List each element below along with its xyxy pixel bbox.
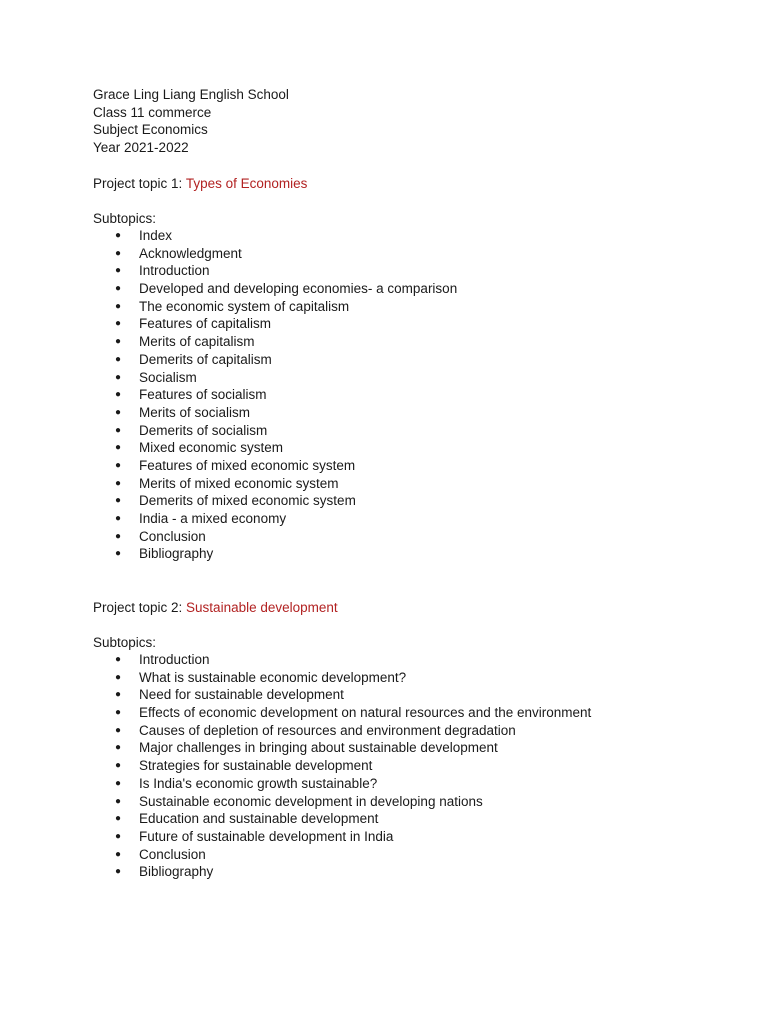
school-name: Grace Ling Liang English School [93,87,289,102]
bullet-icon: ● [115,265,122,277]
list-item-text: Major challenges in bringing about sustainable development [139,740,498,756]
bullet-icon: ● [115,530,122,542]
bullet-icon: ● [115,495,122,507]
bullet-icon: ● [115,742,122,754]
list-item-text: Causes of depletion of resources and environment degradation [139,722,516,738]
list-item-text: The economic system of capitalism [139,298,350,314]
bullet-icon: ● [115,513,122,524]
list-item-text: Features of socialism [139,387,267,403]
bullet-icon: ● [115,848,122,860]
bullet-icon: ● [115,283,122,295]
list-item-text: Bibliography [139,546,214,562]
project-topic-2-heading [93,599,338,617]
bullet-icon: ● [115,760,122,772]
list-item-text: Sustainable economic development in developing nations [139,793,483,809]
list-item-text: Introduction [139,652,210,667]
subject-line: Subject Economics [93,122,208,138]
list-item-text: Features of mixed economic system [139,457,356,473]
bullet-icon: ● [115,406,122,418]
list-item-text: Merits of socialism [139,404,251,420]
list-item-text: Bibliography [139,864,214,880]
list-item-text: Index [139,228,173,243]
list-item-text: Demerits of socialism [139,422,268,438]
bullet-icon: ● [115,318,122,330]
bullet-icon: ● [115,795,122,807]
bullet-icon: ● [115,866,122,878]
bullet-icon: ● [115,300,122,312]
subtopics-2-label: Subtopics: [93,635,157,650]
document-header [93,86,289,156]
bullet-icon: ● [115,689,122,701]
bullet-icon: ● [115,671,122,683]
list-item-text: Merits of mixed economic system [139,475,339,491]
list-item-text: Mixed economic system [139,440,284,456]
list-item-text: Education and sustainable development [139,811,379,827]
bullet-icon: ● [115,777,122,789]
subtopics-1-label: Subtopics: [93,211,157,226]
list-item-text: India - a mixed economy [139,511,287,526]
bullet-icon: ● [115,830,122,842]
year-line: Year 2021-2022 [93,139,189,155]
list-item-text: Socialism [139,369,197,385]
list-item-text: Introduction [139,263,210,279]
bullet-icon: ● [115,247,122,259]
class-line: Class 11 commerce [93,104,212,120]
bullet-icon: ● [115,336,122,348]
project-topic-1-title: Types of Economies [185,176,308,191]
bullet-icon: ● [115,724,122,736]
list-item-text: Features of capitalism [139,316,272,332]
bullet-icon: ● [115,654,122,665]
bullet-icon: ● [115,707,122,719]
bullet-icon: ● [115,442,122,454]
list-item-text: Demerits of capitalism [139,351,272,367]
list-item-text: Future of sustainable development in India [139,828,394,844]
list-item-text: Conclusion [139,846,206,862]
list-item-text: Is India's economic growth sustainable? [139,775,378,791]
list-item-text: Conclusion [139,528,206,544]
list-item-text: Effects of economic development on natural resources and the environment [139,705,592,721]
project-topic-1-heading [93,175,307,193]
project-topic-1-prefix: Project topic 1: [93,176,186,191]
bullet-icon: ● [115,813,122,825]
list-item-text: Need for sustainable development [139,687,344,703]
list-item-text: Strategies for sustainable development [139,758,373,774]
bullet-icon: ● [115,371,122,383]
bullet-icon: ● [115,424,122,436]
list-item-text: What is sustainable economic development? [139,669,407,685]
list-item-text: Developed and developing economies- a comparison [139,281,458,297]
bullet-icon: ● [115,459,122,471]
bullet-icon: ● [115,477,122,489]
bullet-icon: ● [115,230,122,241]
bullet-icon: ● [115,353,122,365]
list-item-text: Demerits of mixed economic system [139,493,356,509]
list-item-text: Merits of capitalism [139,334,255,350]
bullet-icon: ● [115,389,122,401]
bullet-icon: ● [115,548,122,560]
list-item-text: Acknowledgment [139,245,242,261]
project-topic-2-title: Sustainable development [186,600,338,615]
project-topic-2-prefix: Project topic 2: [93,600,187,615]
